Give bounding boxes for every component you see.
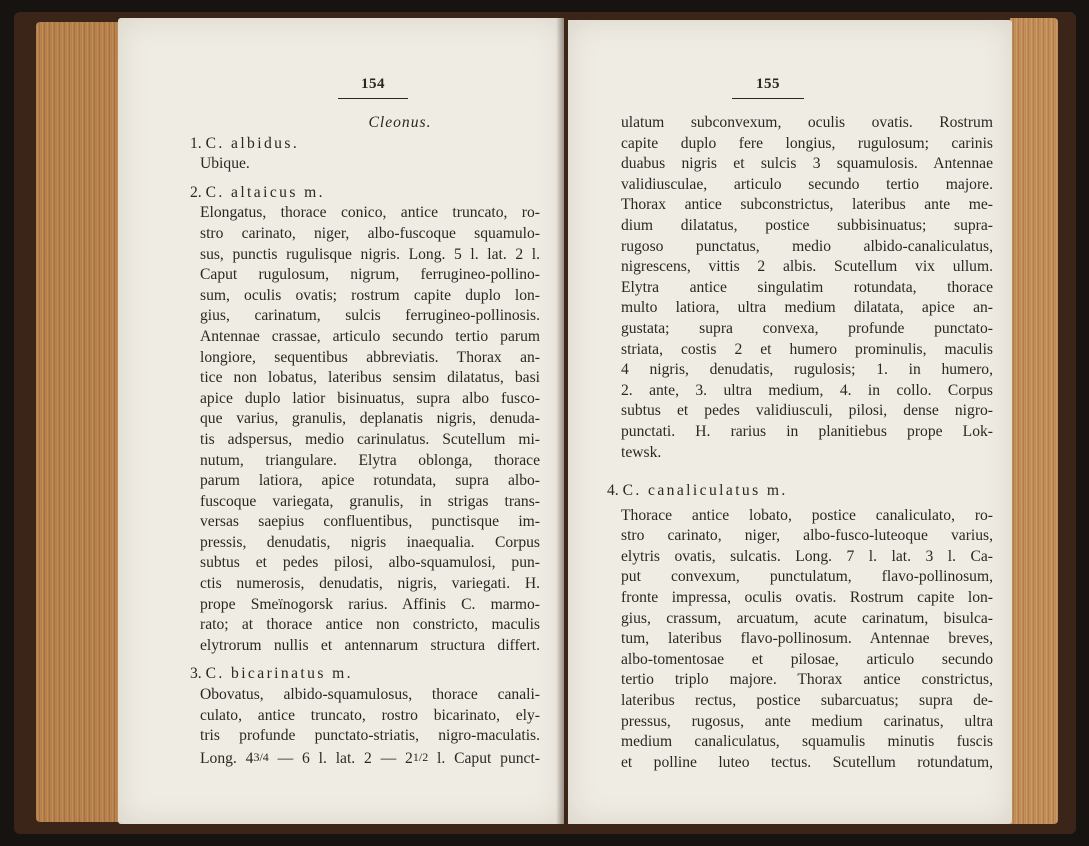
text-line: et polline luteo tectus. Scutellum rotundatum, xyxy=(621,753,993,771)
page-number-rule xyxy=(338,98,408,99)
text-line: lateribus rectus, postice subarcuatus; supra de- xyxy=(621,692,993,710)
text-line-with-fractions xyxy=(200,747,540,770)
right-page xyxy=(568,20,1012,824)
text-line: tis adspersus, medio carinulatus. Scutellum mi- xyxy=(200,430,540,448)
entry-number: 3. xyxy=(190,665,202,683)
text-fragment: Long. 4 xyxy=(200,749,254,767)
left-page xyxy=(118,18,564,824)
text-line: elytrorum nullis et antennarum structura differt. xyxy=(200,636,540,654)
text-line: Antennae crassae, articulo secundo tertio parum xyxy=(200,327,540,345)
text-line: subtus et pedes pilosi, albo-squamulosi, pun- xyxy=(200,554,540,572)
text-line: apice duplo latior bisinuatus, supra albo fusco- xyxy=(200,389,540,407)
text-line: prope Smeïnogorsk rarius. Affinis C. marmo- xyxy=(200,595,540,613)
text-line: punctati. H. rarius in planitiebus prope Lok- xyxy=(621,422,993,440)
text-line: gius, crassum, arcuatum, acute carinatum, bisulca- xyxy=(621,609,993,627)
text-line: dium dilatatus, postice subbisinuatus; supra- xyxy=(621,216,993,234)
species-entry-1 xyxy=(190,134,540,155)
page-number-154: 154 xyxy=(361,76,385,92)
text-line: sum, oculis ovatis; rostrum capite duplo lon- xyxy=(200,286,540,304)
species-entry-2 xyxy=(190,183,540,204)
species-name: C. albidus. xyxy=(205,134,300,152)
text-line: put convexum, punctulatum, flavo-pollinosum, xyxy=(621,568,993,586)
text-line: ulatum subconvexum, oculis ovatis. Rostrum xyxy=(621,114,993,131)
page-number-155: 155 xyxy=(756,76,780,92)
text-line: subtus et pedes validiusculi, pilosi, dense nigro- xyxy=(621,402,993,420)
text-line: duabus nigris et sulcis 3 squamulosis. Antennae xyxy=(621,155,993,173)
species-name: C. bicarinatus m. xyxy=(205,665,353,683)
text-line: Obovatus, albido-squamulosus, thorace canali- xyxy=(200,686,540,704)
text-line: tewsk. xyxy=(621,443,662,461)
text-line: Thorace antice lobato, postice canaliculato, ro- xyxy=(621,506,993,524)
entry-number: 2. xyxy=(190,183,202,201)
text-line: versas saepius confluentibus, punctisque im- xyxy=(200,513,540,531)
text-line: fronte impressa, oculis ovatis. Rostrum capite lon- xyxy=(621,589,993,607)
text-line: parum latiora, apice rotundata, supra albo- xyxy=(200,472,540,490)
text-line: elytris ovatis, sulcatis. Long. 7 l. lat. 3 l. Ca- xyxy=(621,547,993,565)
fraction: 1/2 xyxy=(412,749,429,764)
text-line: Elongatus, thorace conico, antice truncato, ro- xyxy=(200,204,540,222)
text-line: sus, punctis rugulisque nigris. Long. 5 l. lat. 2 l. xyxy=(200,245,540,263)
text-line: tertio triplo majore. Thorax antice constrictus, xyxy=(621,671,993,689)
page-edges-left xyxy=(36,22,122,822)
text-line: pressus, rugosus, ante medium carinatus, ultra xyxy=(621,712,993,730)
text-line: striata, costis 2 et humero prominulis, maculis xyxy=(621,340,993,358)
page-number-rule xyxy=(732,98,804,99)
text-line: nigrescens, vittis 2 albis. Scutellum vix ullum. xyxy=(621,258,993,276)
text-line: fuscoque variegata, granulis, in strigas trans- xyxy=(200,492,540,510)
text-fragment: l. Caput punct- xyxy=(428,749,540,767)
text-fragment: — 6 l. lat. 2 — 2 xyxy=(268,749,413,767)
text-line: tice non lobatus, lateribus sensim dilatatus, basi xyxy=(200,369,540,387)
text-line: tum, lateribus flavo-pollinosum. Antennae breves, xyxy=(621,630,993,648)
entry-number: 1. xyxy=(190,134,202,152)
text-line: culato, antice truncato, rostro bicarinato, ely- xyxy=(200,706,540,724)
text-line: tris profunde punctato-striatis, nigro-maculatis. xyxy=(200,727,540,745)
text-line: pressis, denudatis, nigris inaequalia. Corpus xyxy=(200,533,540,551)
text-line: Elytra antice singulatim rotundata, thorace xyxy=(621,278,993,296)
text-line: 2. ante, 3. ultra medium, 4. in collo. Corpus xyxy=(621,381,993,399)
text-line: 4 nigris, denudatis, rugulosis; 1. in humero, xyxy=(621,361,993,379)
fraction: 3/4 xyxy=(253,749,269,764)
text-line: que varius, granulis, deplanatis nigris, denuda- xyxy=(200,410,540,428)
text-line: rugoso punctatus, medio albido-canaliculatus, xyxy=(621,237,993,255)
text-line: gustata; supra convexa, profunde punctato- xyxy=(621,319,993,337)
species-entry-4 xyxy=(607,481,993,502)
species-entry-3 xyxy=(190,664,540,685)
text-line: albo-tomentosae et pilosae, articulo secundo xyxy=(621,650,993,668)
species-name: C. altaicus m. xyxy=(205,183,325,201)
text-line: gius, carinatum, sulcis ferrugineo-pollinosis. xyxy=(200,307,540,325)
text-line: Ubique. xyxy=(200,155,250,173)
text-line: multo latiora, ultra medium dilatata, apice an- xyxy=(621,299,993,317)
right-page-text xyxy=(607,113,993,773)
text-line: Caput rugulosum, nigrum, ferrugineo-pollino- xyxy=(200,266,540,284)
text-line: validiusculae, articulo secundo tertio majore. xyxy=(621,175,993,193)
text-line: Thorax antice subconstrictus, lateribus ante me- xyxy=(621,196,993,214)
page-edges-right xyxy=(1010,18,1058,824)
genus-heading: Cleonus. xyxy=(368,114,432,131)
text-line: stro carinato, niger, albo-fusco-luteoque varius, xyxy=(621,527,993,545)
text-line: nutum, triangulare. Elytra oblonga, thorace xyxy=(200,451,540,469)
text-line: stro carinato, niger, albo-fuscoque squamulo- xyxy=(200,224,540,242)
text-line: rato; at thorace antice non constricto, maculis xyxy=(200,616,540,634)
left-page-text xyxy=(190,113,540,769)
entry-number: 4. xyxy=(607,482,619,500)
text-line: longiore, sequentibus abbreviatis. Thorax an- xyxy=(200,348,540,366)
text-line: medium canaliculatus, squamulis minutis fuscis xyxy=(621,733,993,751)
species-name: C. canaliculatus m. xyxy=(622,482,788,500)
text-line: ctis numerosis, denudatis, nigris, variegati. H. xyxy=(200,575,540,593)
text-line: capite duplo fere longius, rugulosum; carinis xyxy=(621,134,993,152)
